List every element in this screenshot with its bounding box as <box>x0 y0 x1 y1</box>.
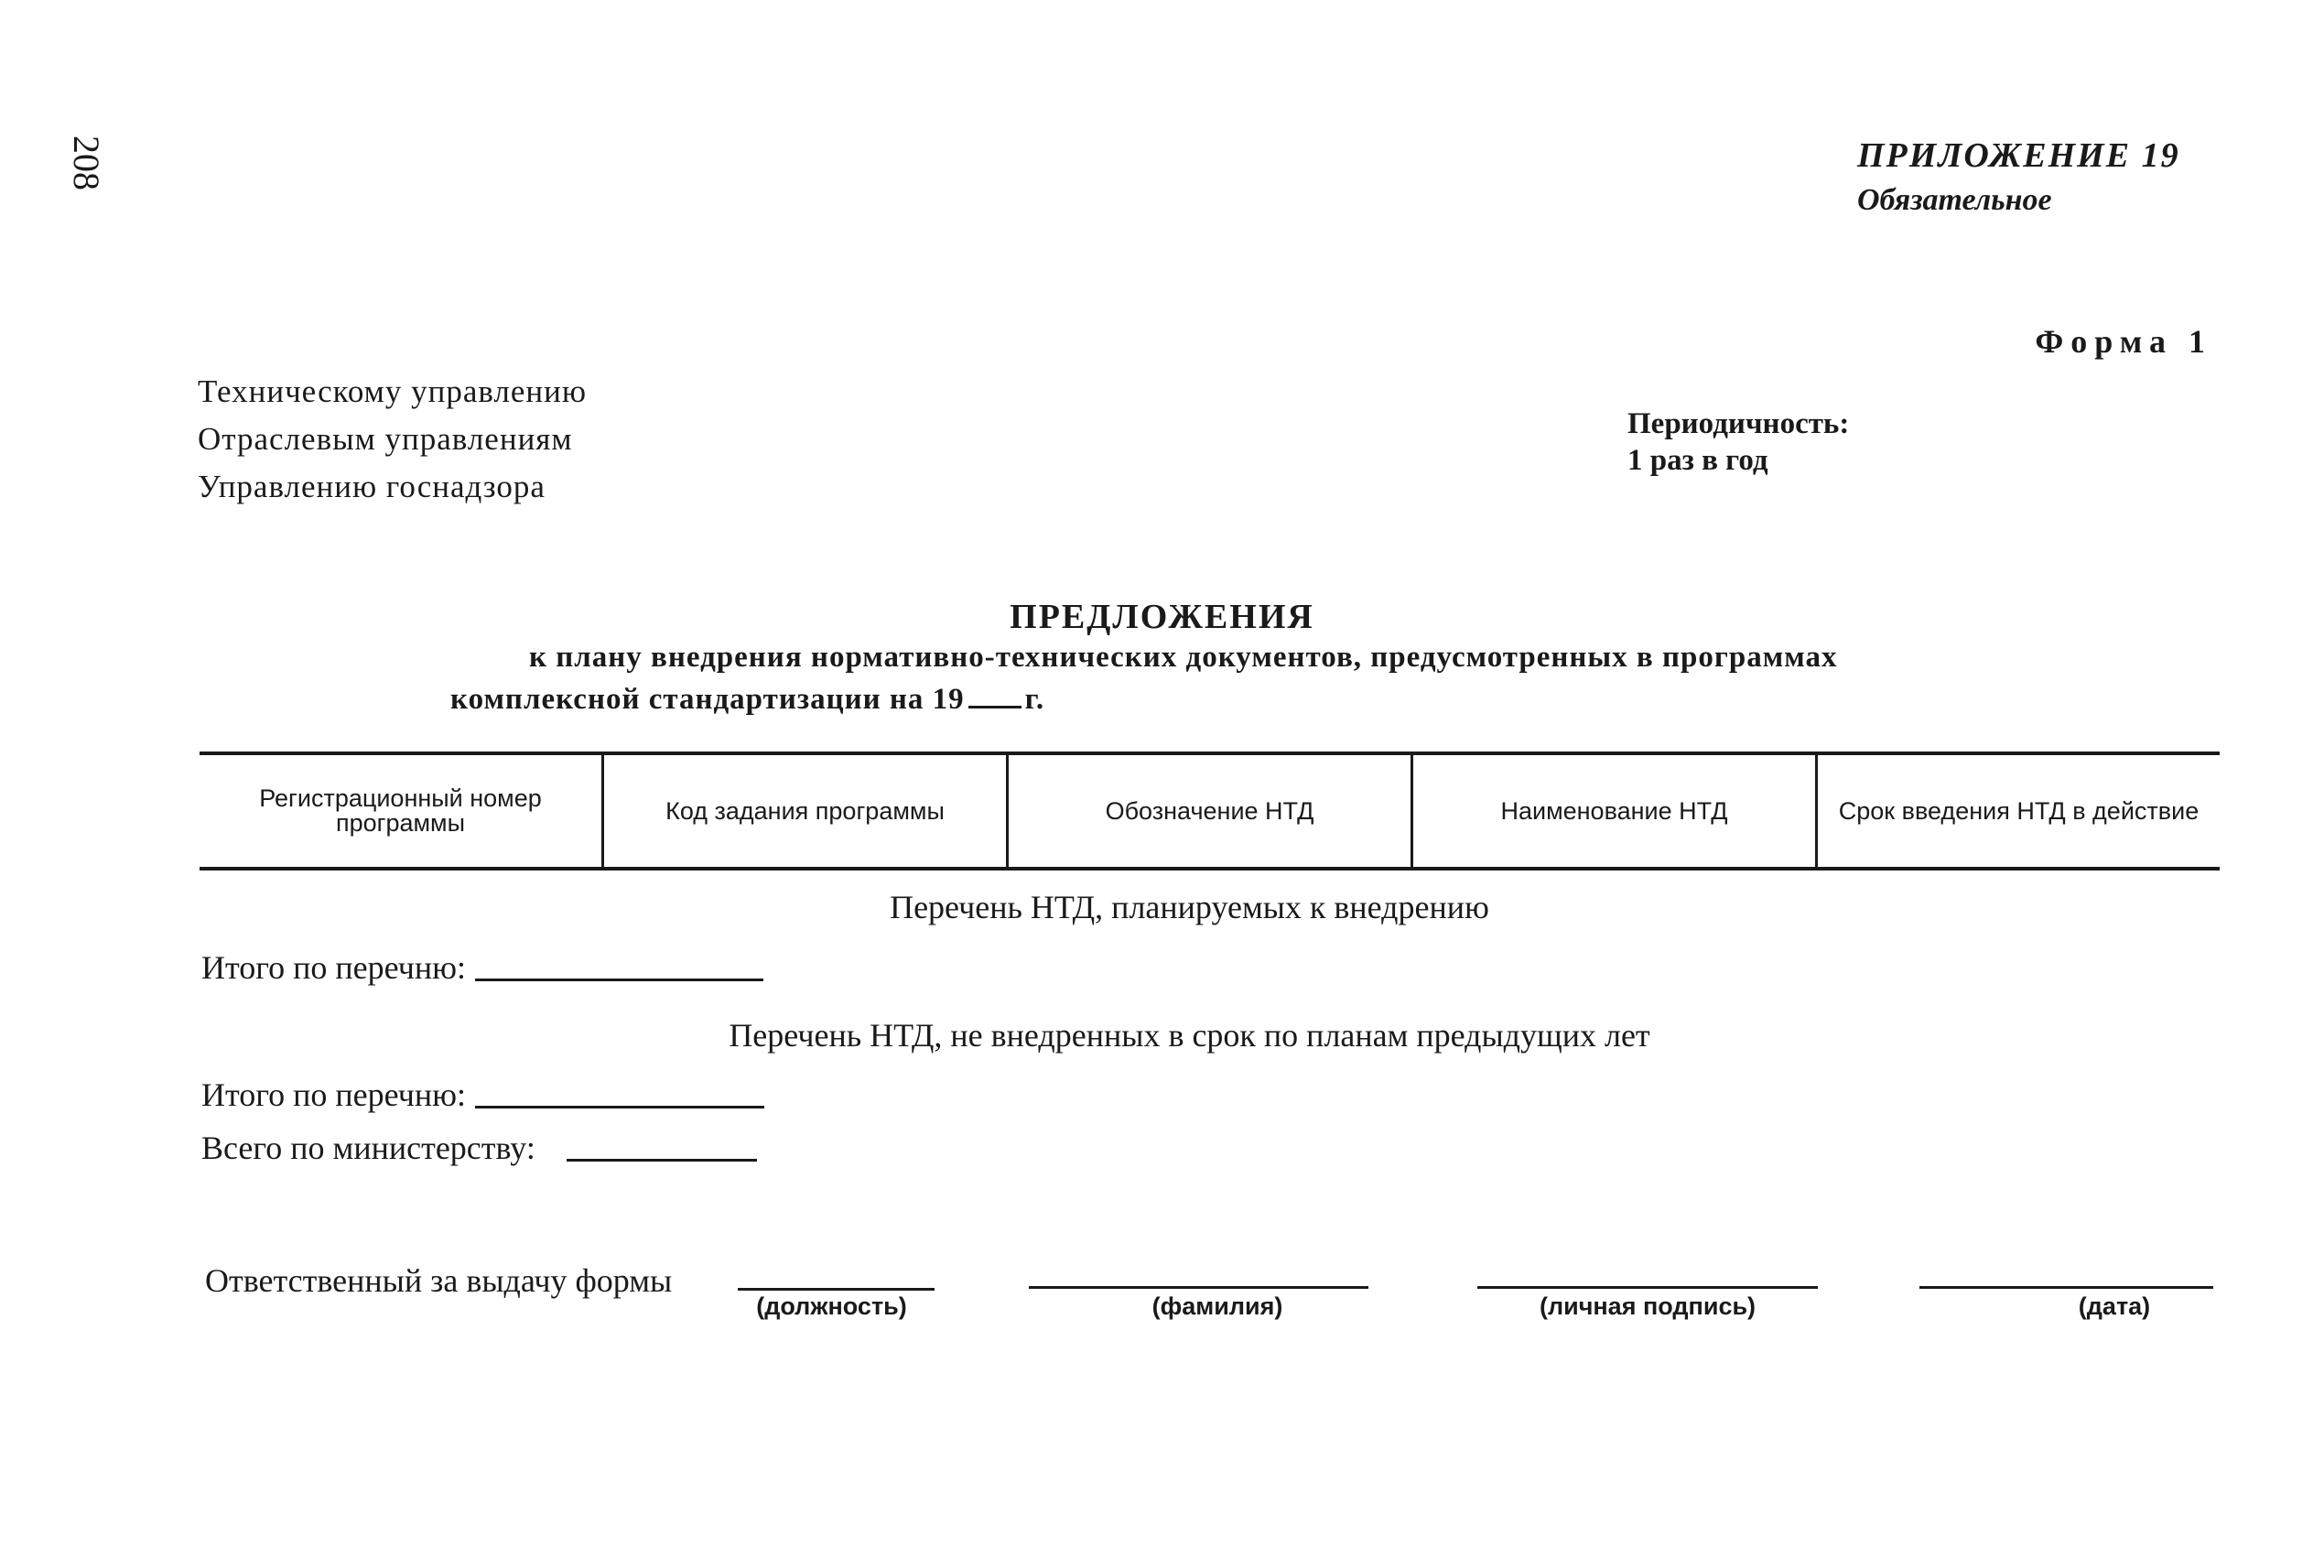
appendix-title: ПРИЛОЖЕНИЕ 19 <box>1857 136 2180 175</box>
total-row-planned <box>201 948 763 987</box>
position-caption: (должность) <box>756 1292 907 1320</box>
ministry-total-blank-field <box>567 1159 757 1162</box>
year-blank-field <box>968 682 1021 708</box>
addressee: Управлению госнадзора <box>198 469 546 504</box>
total-blank-field <box>475 979 763 981</box>
surname-signature-line <box>1029 1286 1368 1289</box>
column-header: Обозначение НТД <box>1006 755 1411 867</box>
subtitle-suffix: г. <box>1024 683 1045 716</box>
date-caption: (дата) <box>2078 1292 2151 1320</box>
position-signature-line <box>738 1288 935 1291</box>
appendix-status: Обязательное <box>1857 183 2052 217</box>
total-label: Итого по перечню: <box>201 1076 466 1113</box>
periodicity <box>1627 406 1849 479</box>
date-signature-line <box>1919 1286 2213 1289</box>
section-heading-planned: Перечень НТД, планируемых к внедрению <box>890 889 1489 925</box>
periodicity-label: Периодичность: <box>1627 407 1850 440</box>
column-header: Наименование НТД <box>1411 755 1815 867</box>
surname-caption: (фамилия) <box>1151 1292 1283 1320</box>
responsible-label: Ответственный за выдачу формы <box>205 1262 673 1299</box>
document-subtitle-line2 <box>450 682 1044 717</box>
ministry-total-label: Всего по министерству: <box>201 1130 535 1166</box>
form-table-header <box>200 752 2220 871</box>
addressee: Отраслевым управлениям <box>198 421 573 457</box>
addressees <box>198 368 587 511</box>
page-number: 208 <box>66 135 107 190</box>
column-header: Регистрационный номер программы <box>259 784 542 837</box>
total-label: Итого по перечню: <box>201 949 466 986</box>
appendix-block <box>1857 135 2223 218</box>
periodicity-value: 1 раз в год <box>1627 444 1768 477</box>
total-row-overdue <box>201 1076 764 1114</box>
column-header: Код задания программы <box>601 755 1006 867</box>
document-title: ПРЕДЛОЖЕНИЯ <box>1010 598 1314 636</box>
section-heading-overdue: Перечень НТД, не внедренных в срок по планам предыдущих лет <box>729 1017 1650 1054</box>
column-header: Срок введения НТД в действие <box>1815 755 2220 867</box>
total-blank-field <box>475 1106 764 1108</box>
subtitle-prefix: комплексной стандартизации на 19 <box>450 683 965 716</box>
ministry-total-row <box>201 1129 757 1167</box>
personal-signature-caption: (личная подпись) <box>1539 1292 1757 1320</box>
document-subtitle-line1: к плану внедрения нормативно-технических документов, предусмотренных в программах <box>529 641 1838 674</box>
addressee: Техническому управлению <box>198 373 588 409</box>
personal-signature-line <box>1477 1286 1818 1289</box>
form-number: Форма 1 <box>2035 323 2212 360</box>
